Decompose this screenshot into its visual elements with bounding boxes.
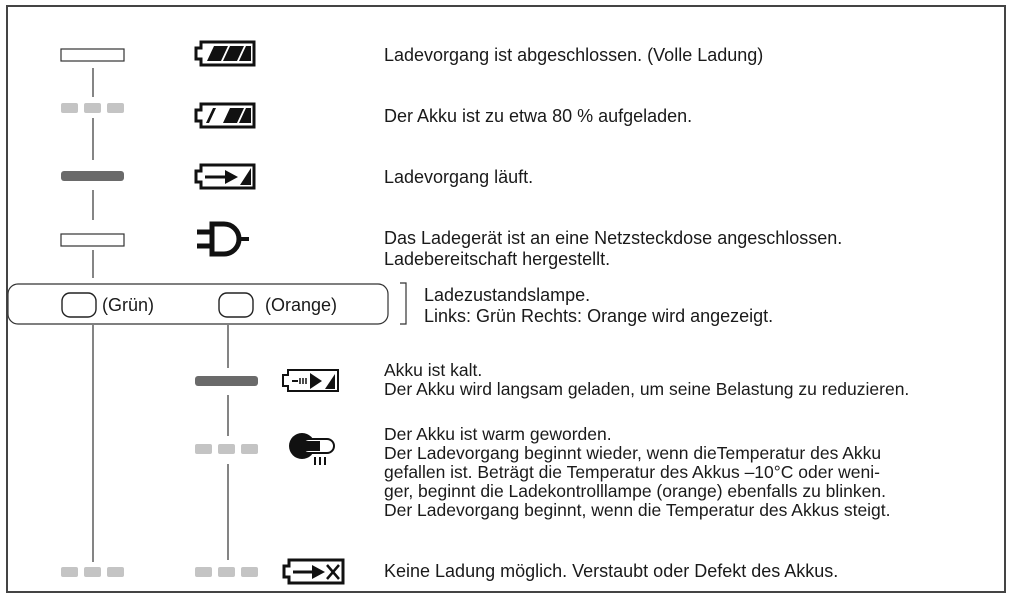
orange-status-description: Akku ist kalt. — [384, 360, 483, 380]
battery-80-icon — [196, 104, 254, 127]
lamp-blinking-indicator — [61, 103, 124, 113]
green-lamp-symbol — [62, 293, 96, 317]
orange-status-description: Der Ladevorgang beginnt wieder, wenn dieTemperatur des Akku — [384, 443, 882, 463]
lamp-on-indicator — [61, 171, 124, 181]
status-description: Das Ladegerät ist an eine Netzsteckdose angeschlossen. — [384, 228, 843, 248]
orange-status-description: ger, beginnt die Ladekontrolllampe (orange) ebenfalls zu blinken. — [384, 481, 886, 501]
battery-charging-icon — [196, 165, 254, 188]
legend-bracket — [400, 283, 406, 324]
lamp-off-indicator — [61, 49, 124, 61]
status-description: Ladevorgang ist abgeschlossen. (Volle Ladung) — [384, 45, 764, 65]
orange-lamp-symbol — [219, 293, 253, 317]
lamp-blinking-indicator — [61, 567, 124, 577]
orange-status-description: gefallen ist. Beträgt die Temperatur des Akkus –10°C oder weni- — [384, 462, 880, 482]
orange-status-description: Der Ladevorgang beginnt, wenn die Temperatur des Akkus steigt. — [384, 500, 891, 520]
lamp-blinking-indicator — [195, 444, 258, 454]
battery-error-icon — [284, 560, 343, 583]
lamp-off-indicator — [61, 234, 124, 246]
status-description: Ladebereitschaft hergestellt. — [384, 249, 611, 269]
orange-status-description: Der Akku wird langsam geladen, um seine Belastung zu reduzieren. — [384, 379, 910, 399]
orange-lamp-label: (Orange) — [265, 295, 338, 315]
status-description: Ladevorgang läuft. — [384, 167, 534, 187]
legend-description: Ladezustandslampe. — [424, 285, 591, 305]
status-description: Der Akku ist zu etwa 80 % aufgeladen. — [384, 106, 693, 126]
thermometer-warm-icon — [289, 433, 334, 465]
battery-full-icon — [196, 42, 254, 65]
orange-status-description: Der Akku ist warm geworden. — [384, 424, 612, 444]
lamp-blinking-indicator — [195, 567, 258, 577]
green-lamp-label: (Grün) — [102, 295, 155, 315]
legend-description: Links: Grün Rechts: Orange wird angezeigt. — [424, 306, 774, 326]
battery-slow-charge-icon — [283, 370, 338, 391]
lamp-on-indicator — [195, 376, 258, 386]
orange-status-description: Keine Ladung möglich. Verstaubt oder Defekt des Akkus. — [384, 561, 839, 581]
power-plug-icon — [197, 224, 249, 254]
